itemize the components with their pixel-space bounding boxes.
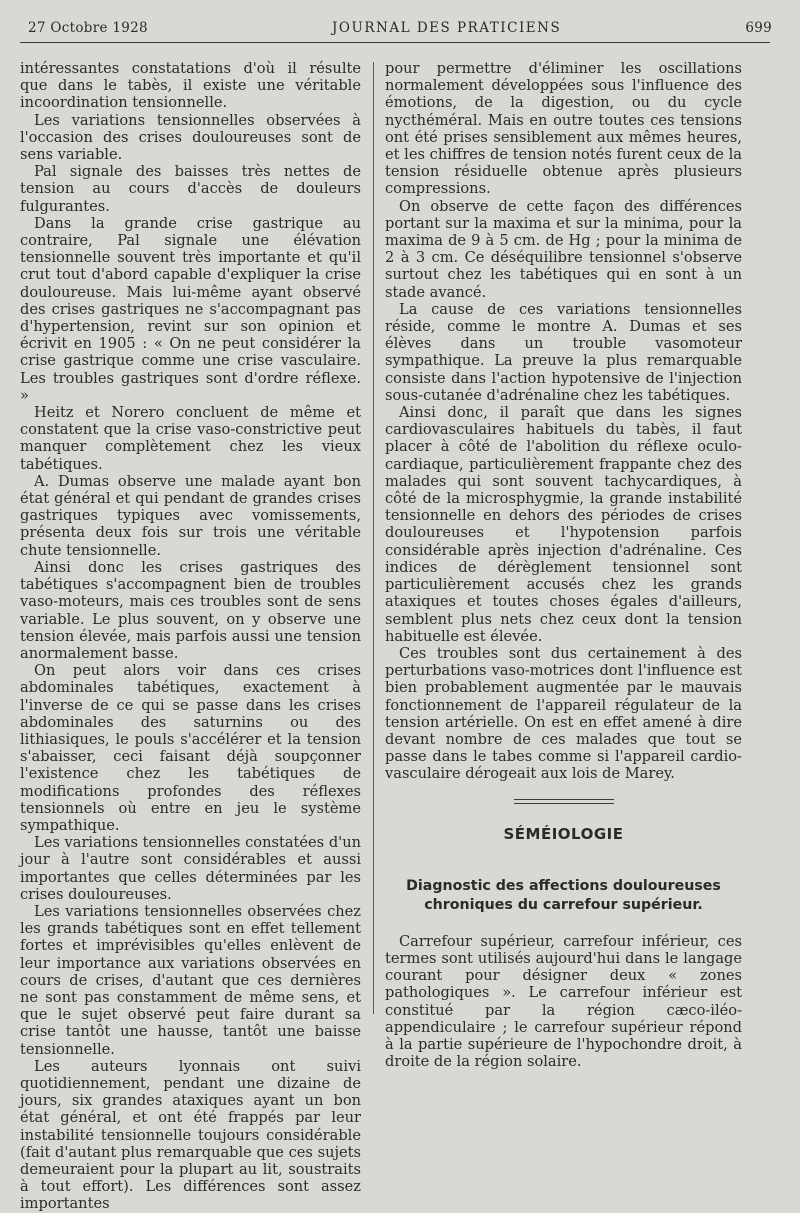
paragraph: Les variations tensionnelles observées chez les grands tabétiques sont en effet tellement fortes et imprévisibles qu'elles enlèvent de leur importance aux variations observées en cours de crises, d'autant que ces dernières ne sont pas constamment de même sens, et que le sujet observé peut faire durant sa crise tantôt une hausse, tantôt une baisse tensionnelle.	[20, 902, 361, 1058]
paragraph: Les variations tensionnelles constatées d'un jour à l'autre sont considérables et aussi importantes que celles déterminées par les crises douloureuses.	[20, 834, 361, 903]
article-title-line: Diagnostic des affections douloureuses	[406, 877, 721, 894]
paragraph: Les auteurs lyonnais ont suivi quotidiennement, pendant une dizaine de jours, six grandes ataxiques ayant un bon état général, et ont été frappés par leur instabilité tensionnelle toujours considérable (fait d'autant plus remarquable que ces sujets demeuraient pour la plupart au lit, soustraits à tout effort). Les différences sont assez importantes	[20, 1057, 361, 1213]
right-column	[385, 60, 742, 1070]
paragraph: Heitz et Norero concluent de même et constatent que la crise vaso-constrictive peut manquer complètement chez les vieux tabétiques.	[20, 404, 361, 473]
paragraph: Ainsi donc les crises gastriques des tabétiques s'accompagnent bien de troubles vaso-moteurs, mais ces troubles sont de sens variable. Le plus souvent, on y observe une tension élevée, mais parfois aussi une tension anormalement basse.	[20, 558, 361, 662]
page-header	[28, 20, 772, 42]
paragraph: On peut alors voir dans ces crises abdominales tabétiques, exactement à l'inverse de ce qui se passe dans les crises abdominales des saturnins ou des lithiasiques, le pouls s'accélérer et la tension s'abaisser, ceci faisant déjà soupçonner l'existence chez les tabétiques de modifications profondes des réflexes tensionnels où entre en jeu le système sympathique.	[20, 662, 361, 834]
paragraph: Ainsi donc, il paraît que dans les signes cardiovasculaires habituels du tabès, il faut placer à côté de l'abolition du réflexe oculo-cardiaque, particulièrement frappante chez des malades qui sont souvent tachycardiques, à côté de la microsphygmie, la grande instabilité tensionnelle en dehors des périodes de crises douloureuses et l'hypotension parfois considérable après injection d'adrénaline. Ces indices de dérèglement tensionnel sont particulièrement accusés chez les grands ataxiques et toutes choses égales d'ailleurs, semblent plus nets chez ceux dont la tension habituelle est élevée.	[385, 404, 742, 645]
issue-date: 27 Octobre 1928	[28, 20, 148, 36]
section-rule	[514, 799, 614, 800]
paragraph: Ces troubles sont dus certainement à des perturbations vaso-motrices dont l'influence est bien probablement augmentée par le mauvais fonctionnement de l'appareil régulateur de la tension artérielle. On est en effet amené à dire devant nombre de ces malades que tout se passe dans le tabes comme si l'appareil cardio-vasculaire dérogeait aux lois de Marey.	[385, 644, 742, 783]
paragraph: Les variations tensionnelles observées à l'occasion des crises douloureuses sont de sens variable.	[20, 111, 361, 164]
header-rule	[20, 42, 770, 43]
article-title-line: chroniques du carrefour supérieur.	[424, 896, 703, 913]
left-column	[20, 60, 361, 1213]
section-rule	[514, 803, 614, 804]
column-divider	[373, 62, 374, 1014]
paragraph: Dans la grande crise gastrique au contraire, Pal signale une élévation tensionnelle souvent très importante et qu'il crut tout d'abord capable d'expliquer la crise douloureuse. Mais lui-même ayant observé des crises gastriques ne s'accompagnant pas d'hypertension, revint sur son opinion et écrivit en 1905 : « On ne peut considérer la crise gastrique comme une crise vasculaire. Les troubles gastriques sont d'ordre réflexe. »	[20, 214, 361, 404]
paragraph: On observe de cette façon des différences portant sur la maxima et sur la minima, pour la maxima de 9 à 5 cm. de Hg ; pour la minima de 2 à 3 cm. Ce déséquilibre tensionnel s'observe surtout chez les tabétiques qui en sont à un stade avancé.	[385, 197, 742, 301]
paragraph: A. Dumas observe une malade ayant bon état général et qui pendant de grandes crises gastriques typiques avec vomissements, présenta deux fois sur trois une véritable chute tensionnelle.	[20, 472, 361, 559]
journal-title: JOURNAL DES PRATICIENS	[331, 20, 562, 36]
page-number: 699	[745, 20, 772, 36]
paragraph: Pal signale des baisses très nettes de tension au cours d'accès de douleurs fulgurantes.	[20, 163, 361, 215]
article-title	[385, 877, 742, 915]
paragraph: pour permettre d'éliminer les oscillations normalement développées sous l'influence des émotions, de la digestion, ou du cycle nycthéméral. Mais en outre toutes ces tensions ont été prises sensiblement aux mêmes heures, et les chiffres de tension notés furent ceux de la tension résiduelle obtenue après plusieurs compressions.	[385, 60, 742, 198]
section-title: SÉMÉIOLOGIE	[503, 824, 624, 843]
article-body: Carrefour supérieur, carrefour inférieur, ces termes sont utilisés aujourd'hui dans le langage courant pour désigner deux « zones pathologiques ». Le carrefour inférieur est constitué par la région cæco-iléo-appendiculaire ; le carrefour supérieur répond à la partie supérieure de l'hypochondre droit, à droite de la région solaire.	[385, 932, 742, 1071]
paragraph: intéressantes constatations d'où il résulte que dans le tabès, il existe une véritable incoordination tensionnelle.	[20, 60, 361, 112]
paragraph: La cause de ces variations tensionnelles réside, comme le montre A. Dumas et ses élèves dans un trouble vasomoteur sympathique. La preuve la plus remarquable consiste dans l'action hypotensive de l'injection sous-cutanée d'adrénaline chez les tabétiques.	[385, 300, 742, 404]
